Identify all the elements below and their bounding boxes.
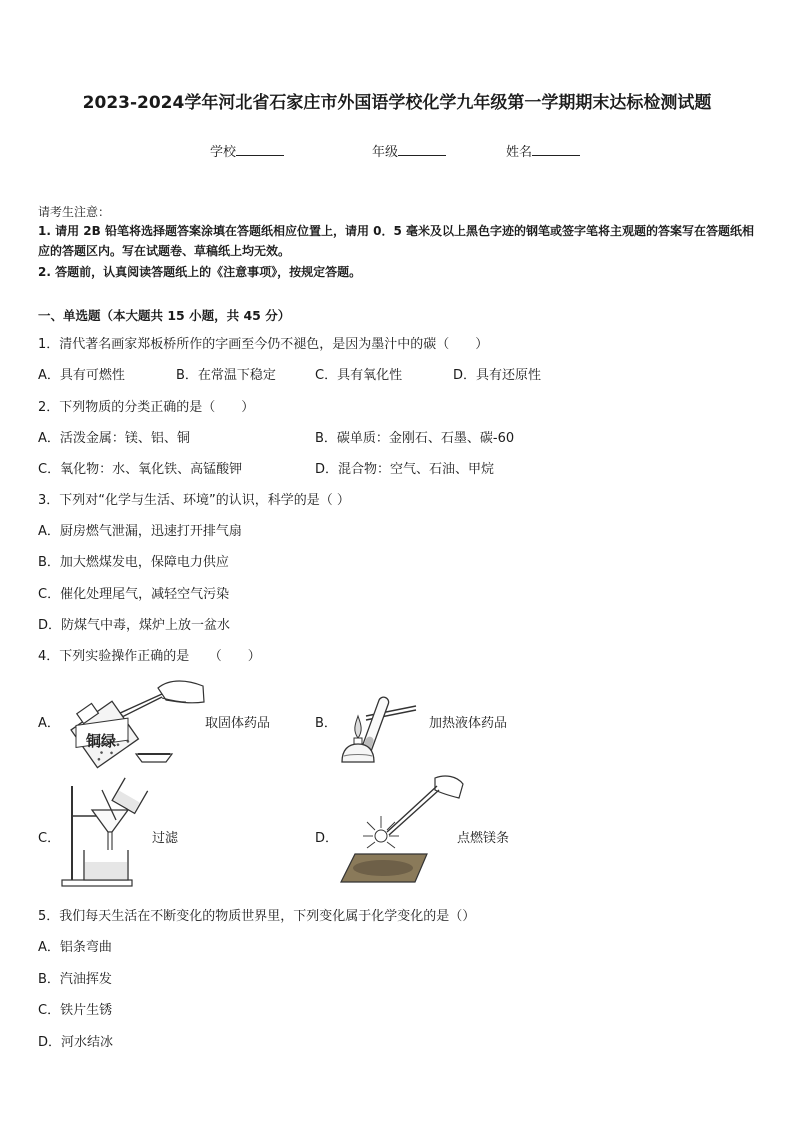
grade-label: 年级 [372, 145, 399, 160]
bottle-label: 铜绿 [86, 732, 117, 750]
school-label: 学校 [210, 145, 237, 160]
question-3-stem: 3．下列对“化学与生活、环境”的认识，科学的是（ ） [38, 493, 350, 508]
burning-magnesium-figure [335, 772, 465, 890]
question-5-option-a[interactable]: A．铝条弯曲 [38, 940, 112, 955]
question-4-option-c-label: 过滤 [152, 831, 179, 846]
school-field[interactable] [210, 141, 284, 160]
solid-reagent-figure [58, 672, 208, 768]
section-heading: 一、单选题（本大题共 15 小题，共 45 分） [38, 308, 291, 323]
grade-field[interactable] [372, 141, 446, 160]
question-4-option-d-label: 点燃镁条 [457, 831, 510, 846]
question-1-option-a[interactable]: A．具有可燃性 [38, 368, 125, 383]
question-4-option-a-letter[interactable]: A． [38, 716, 60, 731]
question-4-option-c-letter[interactable]: C． [38, 831, 61, 846]
notice-item-1: 1. 请用 2B 铅笔将选择题答案涂填在答题纸相应位置上，请用 0．5 毫米及以上黑色字迹的钢笔或签字笔将主观题的答案写在答题纸相应的答题区内。写在试题卷、草稿纸上均无效。 [38, 224, 754, 258]
heating-liquid-figure [336, 676, 426, 766]
question-4-option-d-letter[interactable]: D． [315, 831, 339, 846]
question-4-option-b-letter[interactable]: B． [315, 716, 337, 731]
question-2-option-b[interactable]: B．碳单质：金刚石、石墨、碳-60 [315, 431, 515, 446]
question-2-option-d[interactable]: D．混合物：空气、石油、甲烷 [315, 462, 495, 477]
question-3-option-d[interactable]: D．防煤气中毒，煤炉上放一盆水 [38, 618, 231, 633]
question-2-stem: 2．下列物质的分类正确的是（ ） [38, 400, 255, 415]
question-4-option-b-label: 加热液体药品 [429, 716, 508, 731]
question-1-option-d[interactable]: D．具有还原性 [453, 368, 542, 383]
question-3-option-a[interactable]: A．厨房燃气泄漏，迅速打开排气扇 [38, 524, 242, 539]
filtration-figure [58, 780, 158, 890]
question-4-option-a-label: 取固体药品 [205, 716, 271, 731]
notice-item-2: 2. 答题前，认真阅读答题纸上的《注意事项》，按规定答题。 [38, 265, 362, 279]
notice-heading: 请考生注意： [38, 205, 111, 219]
question-1-option-c[interactable]: C．具有氧化性 [315, 368, 403, 383]
question-2-option-c[interactable]: C．氧化物：水、氧化铁、高锰酸钾 [38, 462, 243, 477]
question-4-stem: 4．下列实验操作正确的是 （ ） [38, 649, 261, 664]
question-1-stem: 1．清代著名画家郑板桥所作的字画至今仍不褪色，是因为墨汁中的碳（ ） [38, 337, 489, 352]
question-2-option-a[interactable]: A．活泼金属：镁、铝、铜 [38, 431, 190, 446]
question-5-option-c[interactable]: C．铁片生锈 [38, 1003, 113, 1018]
question-5-option-b[interactable]: B．汽油挥发 [38, 972, 112, 987]
question-5-stem: 5．我们每天生活在不断变化的物质世界里，下列变化属于化学变化的是（） [38, 909, 476, 924]
question-3-option-b[interactable]: B．加大燃煤发电，保障电力供应 [38, 555, 229, 570]
school-blank[interactable] [236, 143, 284, 156]
page-title: 2023-2024学年河北省石家庄市外国语学校化学九年级第一学期期末达标检测试题 [82, 93, 712, 113]
name-label: 姓名 [506, 145, 533, 160]
name-field[interactable] [506, 141, 580, 160]
question-3-option-c[interactable]: C．催化处理尾气，减轻空气污染 [38, 587, 230, 602]
question-5-option-d[interactable]: D．河水结冰 [38, 1035, 114, 1050]
grade-blank[interactable] [398, 143, 446, 156]
name-blank[interactable] [532, 143, 580, 156]
question-1-option-b[interactable]: B．在常温下稳定 [176, 368, 276, 383]
